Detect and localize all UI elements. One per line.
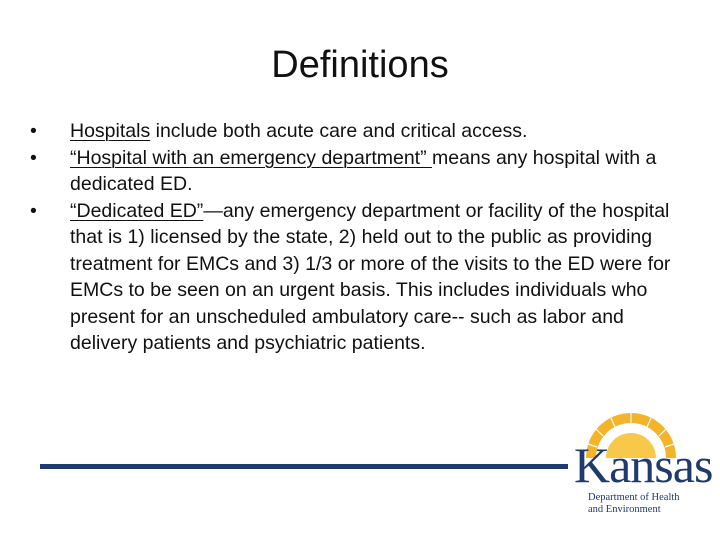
bullet-list: [30, 118, 690, 357]
logo-subtitle-line1: Department of Health: [588, 492, 680, 503]
bullet-marker: •: [30, 199, 37, 222]
bullet-hospitals: [30, 118, 690, 145]
bullet-marker: •: [30, 146, 37, 169]
logo-subtitle-line2: and Environment: [588, 503, 661, 515]
bullet-marker: •: [30, 120, 37, 142]
definition-hospitals: include both acute care and critical access.: [150, 120, 528, 142]
term-hospitals: Hospitals: [70, 120, 151, 142]
logo-subtitle: [588, 492, 698, 515]
definition-dedicated-ed: —any emergency department or facility of the hospital that is 1) licensed by the state, 2) held out to the public as providing treatment for EMCs and 3) 1/3 or more of the visits to the ED were for EMCs to be seen on an urgent basis. This includes individuals who present for an unscheduled ambulatory care-- such as labor and delivery patients and psychiatric patients.: [70, 199, 671, 354]
definition-hospital-with-ed: means any hospital with a dedicated ED.: [70, 146, 657, 195]
footer-rule: [40, 464, 568, 469]
term-hospital-with-ed: “Hospital with an emergency department”: [70, 146, 432, 169]
bullet-hospital-with-ed: [30, 145, 690, 198]
logo-wordmark: Kansas: [574, 437, 713, 493]
slide-title: Definitions: [271, 44, 449, 86]
kdhe-logo: [566, 410, 713, 520]
bullet-dedicated-ed: [30, 198, 690, 357]
term-dedicated-ed: “Dedicated ED”: [70, 199, 204, 222]
